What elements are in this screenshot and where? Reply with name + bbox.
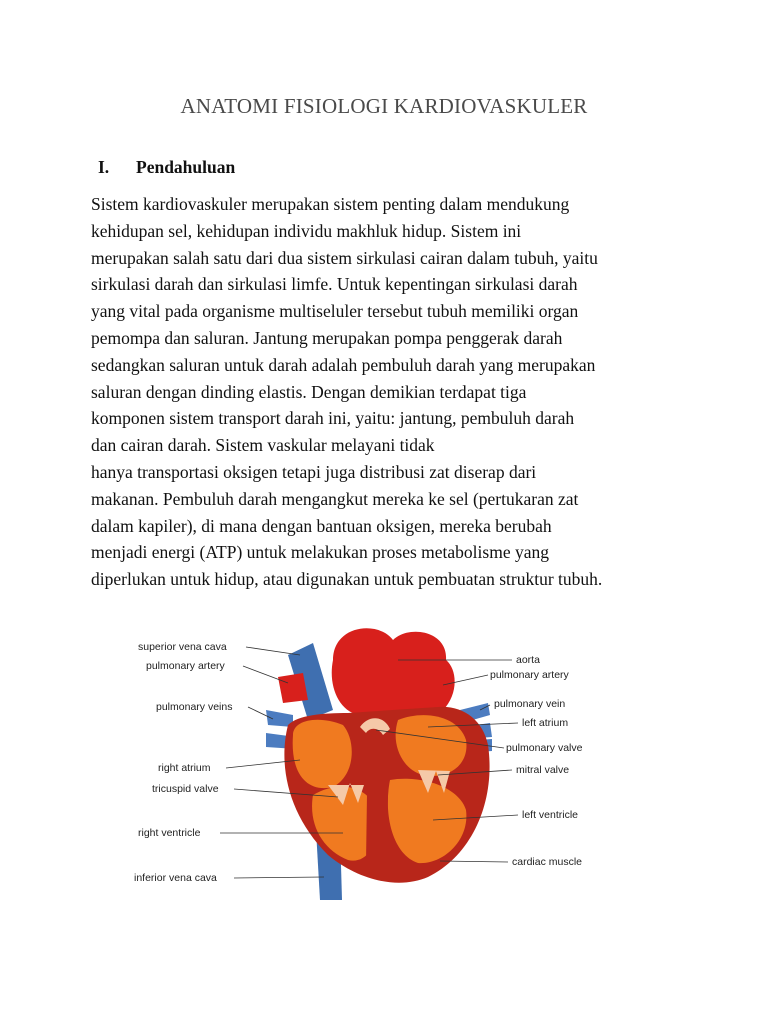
paragraph-line: komponen sistem transport darah ini, yaitu: jantung, pembuluh darah [91,408,575,429]
heart-anatomy-figure [128,615,608,905]
septum-shape [366,725,390,865]
paragraph-line: dan cairan darah. Sistem vaskular melayani tidak [91,435,435,456]
label-pulmonary-artery-right: pulmonary artery [490,669,569,681]
paragraph-line: diperlukan untuk hidup, atau digunakan untuk pembuatan struktur tubuh. [91,569,603,590]
document-title: ANATOMI FISIOLOGI KARDIOVASKULER [180,94,588,118]
paragraph-line: hanya transportasi oksigen tetapi juga distribusi zat diserap dari [91,461,537,482]
label-cardiac-muscle: cardiac muscle [512,856,583,868]
label-aorta: aorta [516,654,540,666]
label-left-atrium: left atrium [522,717,569,729]
section-heading [98,157,235,178]
label-mitral-valve: mitral valve [516,764,570,776]
label-tricuspid-valve: tricuspid valve [152,783,219,795]
label-superior-vena-cava: superior vena cava [138,641,227,653]
body-paragraph [91,191,691,593]
paragraph-line: merupakan salah satu dari dua sistem sirkulasi cairan dalam tubuh, yaitu [91,247,598,268]
label-right-atrium: right atrium [158,762,211,774]
label-pulmonary-veins: pulmonary veins [156,701,233,713]
label-pulmonary-vein: pulmonary vein [494,698,566,710]
label-pulmonary-artery-left: pulmonary artery [146,660,225,672]
paragraph-line: Sistem kardiovaskuler merupakan sistem penting dalam mendukung [91,194,570,214]
label-inferior-vena-cava: inferior vena cava [134,872,217,884]
section-title: Pendahuluan [136,157,236,177]
paragraph-line: sirkulasi darah dan sirkulasi limfe. Untuk kepentingan sirkulasi darah [91,274,578,295]
pulmonary-artery-left-shape [278,673,308,703]
label-left-ventricle: left ventricle [522,809,579,821]
leader-line [246,647,300,655]
paragraph-line: yang vital pada organisme multiseluler tersebut tubuh memiliki organ [91,301,579,322]
paragraph-line: dalam kapiler), di mana dengan bantuan oksigen, mereka berubah [91,515,552,536]
paragraph-line: menjadi energi (ATP) untuk melakukan proses metabolisme yang [91,542,549,563]
label-pulmonary-valve: pulmonary valve [506,742,583,754]
aorta-shape [332,628,455,715]
heart-diagram [128,615,608,905]
label-right-ventricle: right ventricle [138,827,201,839]
paragraph-line: makanan. Pembuluh darah mengangkut mereka ke sel (pertukaran zat [91,488,579,509]
paragraph-line: saluran dengan dinding elastis. Dengan demikian terdapat tiga [91,381,527,402]
leader-line [243,666,288,683]
section-number: I. [98,157,110,177]
paragraph-line: kehidupan sel, kehidupan individu makhluk hidup. Sistem ini [91,220,522,241]
paragraph-line: pemompa dan saluran. Jantung merupakan pompa penggerak darah [91,327,563,348]
leader-line [234,877,324,878]
paragraph-line: sedangkan saluran untuk darah adalah pembuluh darah yang merupakan [91,354,596,375]
